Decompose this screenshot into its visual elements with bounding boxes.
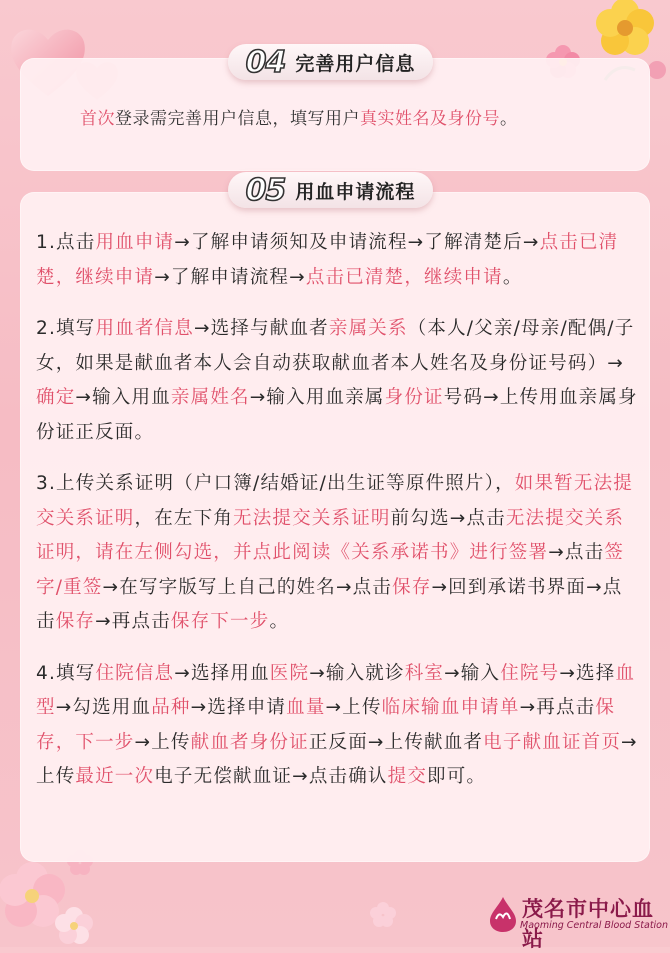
logo-chinese-name: 茂名市中心血站: [522, 897, 654, 951]
step-highlight: 亲属关系: [328, 318, 408, 339]
step-text: →输入: [444, 662, 501, 684]
step-highlight: 如果暂无法提交关系证明: [36, 473, 633, 529]
step-text: →勾选用血: [55, 697, 152, 718]
section-04-header: [228, 44, 433, 80]
step-text: →选择用血: [174, 662, 270, 684]
step-highlight: 保存下一步: [170, 611, 270, 632]
blood-drop-logo-icon: [486, 895, 520, 933]
step-text: 号码→上传用血亲属身份证正反面。: [36, 387, 638, 443]
step-text: →再点击: [95, 611, 171, 632]
step-highlight: 品种: [151, 697, 191, 718]
step-text: →选择: [559, 662, 616, 684]
step-highlight: 临床输血申请单: [381, 697, 520, 718]
step-highlight: 血型: [36, 662, 636, 718]
user-info-intro: [80, 104, 620, 129]
step-highlight: 最近一次: [75, 766, 155, 787]
step-highlight: 签字/重签: [36, 542, 625, 598]
section-05-title: 用血申请流程: [295, 180, 416, 203]
step-text: 2.填写: [36, 318, 96, 339]
intro-text: 登录需完善用户信息，填写用户: [115, 109, 360, 129]
step-text: →输入用血亲属: [249, 387, 385, 408]
step-highlight: 提交: [387, 766, 428, 787]
step-text: （本人/父亲/母亲/配偶/子女，如果是献血者本人会自动获取献血者本人姓名及身份证号码）→: [36, 318, 635, 374]
step-highlight: 保存: [392, 576, 432, 598]
step-highlight: 科室: [404, 662, 445, 684]
step-highlight: 用血者信息: [95, 318, 194, 339]
step-text: →了解申请流程→: [154, 266, 306, 288]
logo-english-name: Maoming Central Blood Station: [520, 920, 669, 931]
step-text: →点击: [548, 542, 605, 563]
step-highlight: 亲属姓名: [170, 387, 250, 408]
section-04-number: 04: [245, 44, 286, 80]
step-highlight: 保存: [55, 611, 96, 632]
section-05-header: [228, 172, 433, 208]
step-text: 1.点击: [36, 232, 96, 253]
step-highlight: 身份证: [384, 387, 444, 408]
step-highlight: 无法提交关系证明: [233, 507, 391, 529]
step-highlight: 保存，下一步: [36, 697, 616, 753]
step-text: →选择与献血者: [193, 318, 329, 339]
step-text: →了解申请须知及申请流程→了解清楚后→: [174, 232, 540, 253]
step-highlight: 用血申请: [95, 232, 175, 253]
step-text: →选择申请: [190, 697, 287, 718]
step-1: [36, 226, 641, 295]
step-4: [36, 657, 641, 795]
step-text: →再点击: [519, 697, 596, 718]
step-text: 。: [502, 266, 523, 288]
blood-station-logo: [486, 893, 669, 951]
step-text: 。: [269, 611, 290, 632]
step-text: 正反面→上传献血者: [308, 731, 484, 753]
step-text: →在写字版写上自己的姓名→点击: [102, 576, 393, 598]
flower-icon: [368, 900, 398, 930]
step-text: →上传: [134, 731, 191, 753]
step-highlight: 点击已清楚，继续申请: [305, 266, 503, 288]
step-highlight: 住院号: [500, 662, 560, 684]
step-text: 前勾选→点击: [390, 507, 506, 529]
intro-highlight: 真实姓名及身份号: [360, 109, 500, 129]
section-04-title: 完善用户信息: [295, 52, 416, 75]
step-highlight: 献血者身份证: [190, 731, 309, 753]
step-highlight: 点击已清楚，继续申请: [36, 232, 619, 288]
intro-text: 。: [500, 109, 518, 129]
step-2: [36, 312, 641, 450]
step-text: 即可。: [427, 766, 487, 787]
step-text: →输入用血: [75, 387, 171, 408]
section-05-number: 05: [245, 172, 286, 208]
step-text: →上传: [325, 697, 382, 718]
step-text: 4.填写: [36, 662, 96, 684]
step-text: 3.上传关系证明（户口簿/结婚证/出生证等原件照片），: [36, 473, 515, 494]
step-text: →上传: [36, 731, 638, 787]
step-text: →回到承诺书界面→点击: [36, 576, 623, 632]
step-highlight: 电子献血证首页: [483, 731, 622, 753]
step-highlight: 医院: [269, 662, 310, 684]
step-highlight: 血量: [286, 697, 326, 718]
step-highlight: 无法提交关系证明，请在左侧勾选，并点此阅读《关系承诺书》进行签署: [36, 507, 625, 563]
step-highlight: 住院信息: [95, 662, 175, 684]
steps-list: [36, 226, 641, 812]
step-text: ，在左下角: [134, 507, 234, 529]
step-highlight: 确定: [36, 387, 76, 408]
step-3: [36, 467, 641, 640]
step-text: →输入就诊: [309, 662, 405, 684]
intro-highlight: 首次: [80, 109, 115, 129]
step-text: 电子无偿献血证→点击确认: [154, 766, 388, 787]
